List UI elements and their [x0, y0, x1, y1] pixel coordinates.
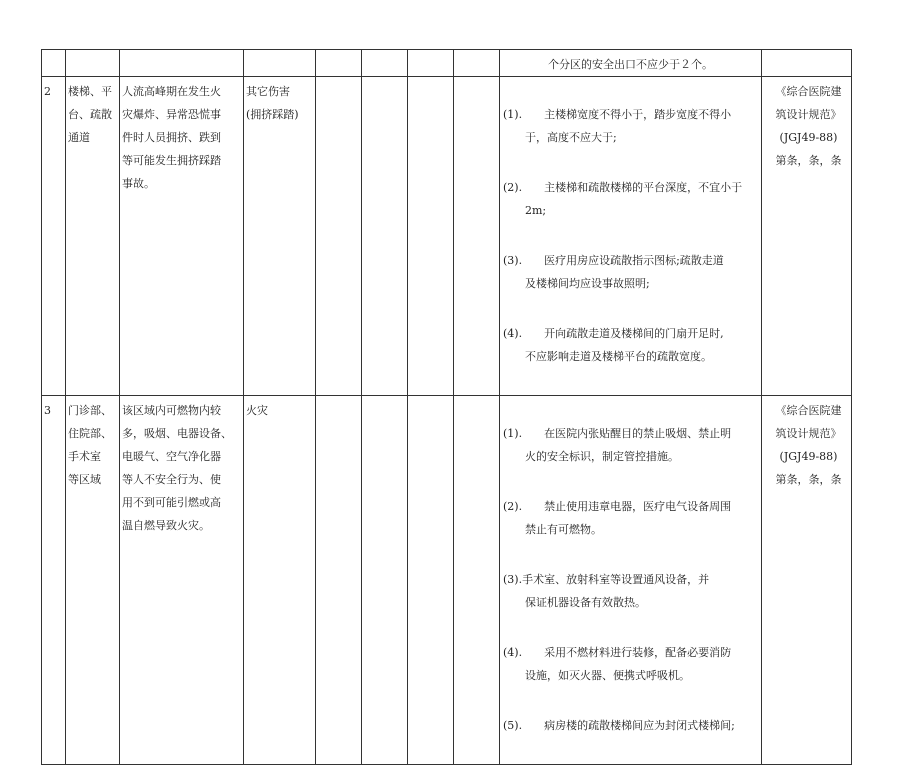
measure-item: (1). 主楼梯宽度不得小于，踏步宽度不得小 于，高度不应大于;	[503, 108, 732, 144]
empty-cell	[408, 396, 454, 765]
row-number: 3	[44, 404, 51, 417]
empty-cell	[316, 396, 362, 765]
empty-cell	[316, 50, 362, 77]
measure-item: (2). 禁止使用违章电器，医疗电气设备周围 禁止有可燃物。	[503, 500, 732, 536]
measure-item: (5). 病房楼的疏散楼梯间应为封闭式楼梯间;	[503, 719, 735, 732]
empty-cell	[66, 50, 120, 77]
standard-reference: 《综合医院建 筑设计规范》 (JGJ49-88) 第条，条，条	[775, 85, 842, 167]
empty-cell	[42, 50, 66, 77]
empty-cell	[454, 396, 500, 765]
standard-reference: 《综合医院建 筑设计规范》 (JGJ49-88) 第条，条，条	[775, 404, 842, 486]
table-row	[42, 396, 852, 765]
measure-cell	[500, 50, 762, 77]
table-row	[42, 77, 852, 396]
measures-list	[500, 77, 761, 395]
measures-list	[500, 396, 761, 764]
empty-cell	[454, 77, 500, 396]
area-cell: 楼梯、平 台、疏散 通道	[68, 85, 112, 144]
row-number: 2	[44, 85, 51, 98]
hazard-cell: 该区域内可燃物内较 多，吸烟、电器设备、 电暖气、空气净化器 等人不安全行为、使 用不到可能引燃或高 温自燃导致火灾。	[122, 404, 232, 532]
empty-cell	[362, 77, 408, 396]
empty-cell	[362, 396, 408, 765]
measure-item: (4). 采用不燃材料进行装修，配备必要消防 设施，如灭火器、便携式呼吸机。	[503, 646, 732, 682]
empty-cell	[362, 50, 408, 77]
hazard-cell: 人流高峰期在发生火 灾爆炸、异常恐慌事 件时人员拥挤、跌到 等可能发生拥挤踩踏 事故。	[122, 85, 221, 190]
measure-item: (4). 开向疏散走道及楼梯间的门扇开足时, 不应影响走道及楼梯平台的疏散宽度。	[503, 327, 724, 363]
measure-item: (1). 在医院内张贴醒目的禁止吸烟、禁止明 火的安全标识，制定管控措施。	[503, 427, 732, 463]
measure-text: 个分区的安全出口不应少于２个。	[548, 58, 713, 71]
area-cell: 门诊部、 住院部、 手术室 等区域	[68, 404, 112, 486]
empty-cell	[316, 77, 362, 396]
table-row-continued	[42, 50, 852, 77]
accident-type-cell: 火灾	[246, 404, 268, 417]
risk-assessment-table	[41, 49, 852, 765]
empty-cell	[408, 50, 454, 77]
measure-item: (2). 主楼梯和疏散楼梯的平台深度，不宜小于 2m;	[503, 181, 743, 217]
measure-item: (3). 医疗用房应设疏散指示图标;疏散走道 及楼梯间均应设事故照明;	[503, 254, 724, 290]
empty-cell	[120, 50, 244, 77]
empty-cell	[762, 50, 852, 77]
accident-type-cell: 其它伤害 (拥挤踩踏)	[246, 85, 299, 121]
empty-cell	[244, 50, 316, 77]
measure-item: (3).手术室、放射科室等设置通风设备，并 保证机器设备有效散热。	[503, 573, 710, 609]
empty-cell	[408, 77, 454, 396]
empty-cell	[454, 50, 500, 77]
